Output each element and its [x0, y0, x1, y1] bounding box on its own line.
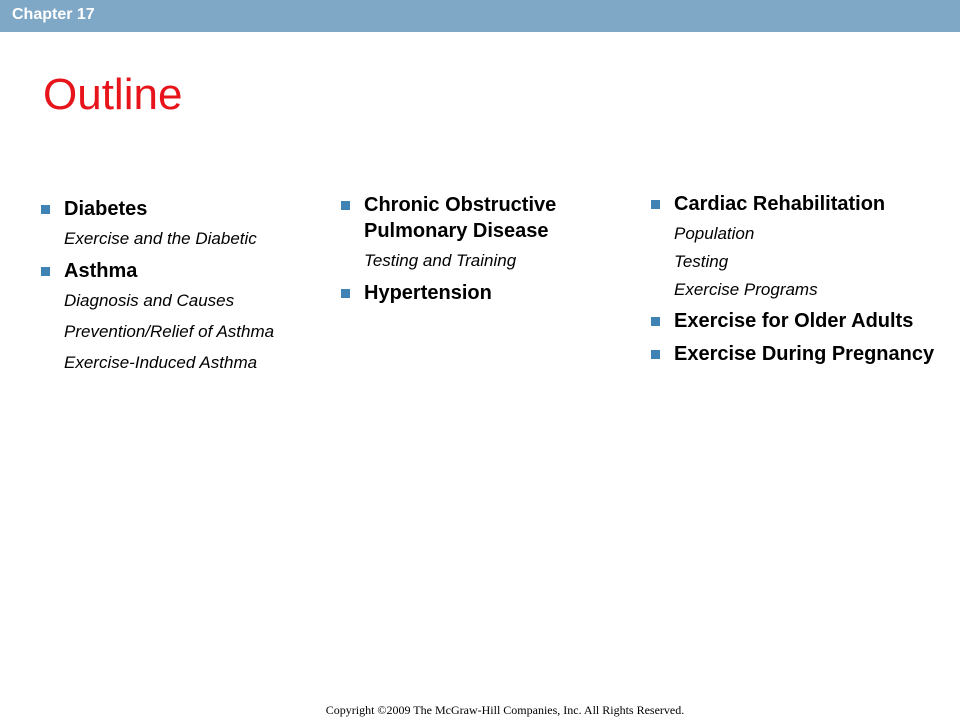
outline-heading: Asthma — [64, 260, 138, 282]
outline-item-copd — [340, 192, 640, 244]
outline-subitem: Population — [674, 224, 755, 243]
outline-column-3 — [650, 191, 950, 367]
outline-column-2 — [340, 192, 640, 306]
outline-subitem: Testing — [674, 252, 729, 271]
outline-item-pregnancy — [650, 341, 950, 367]
outline-heading: Exercise for Older Adults — [674, 310, 914, 332]
header-bar — [0, 0, 960, 32]
outline-heading: Exercise During Pregnancy — [674, 343, 935, 365]
outline-item-asthma — [40, 258, 330, 284]
outline-item-cardiac-rehabilitation — [650, 191, 950, 217]
outline-subitem: Exercise-Induced Asthma — [64, 353, 258, 372]
square-bullet-icon — [41, 205, 50, 214]
outline-subitem: Testing and Training — [364, 251, 517, 270]
outline-subitem: Prevention/Relief of Asthma — [64, 322, 275, 341]
square-bullet-icon — [651, 317, 660, 326]
square-bullet-icon — [651, 350, 660, 359]
square-bullet-icon — [651, 200, 660, 209]
outline-subitem: Exercise Programs — [674, 280, 818, 299]
square-bullet-icon — [341, 201, 350, 210]
outline-heading: Chronic Obstructive Pulmonary Disease — [364, 194, 557, 242]
slide-title: Outline — [43, 70, 183, 119]
outline-heading: Hypertension — [364, 282, 492, 304]
outline-item-older-adults — [650, 308, 950, 334]
square-bullet-icon — [41, 267, 50, 276]
outline-subitem: Exercise and the Diabetic — [64, 229, 257, 248]
outline-heading: Diabetes — [64, 198, 148, 220]
copyright-text: Copyright ©2009 The McGraw-Hill Companies, Inc. All Rights Reserved. — [325, 703, 685, 717]
outline-heading: Cardiac Rehabilitation — [674, 193, 886, 215]
outline-item-diabetes — [40, 196, 330, 222]
chapter-label: Chapter 17 — [12, 6, 95, 23]
outline-subitem: Diagnosis and Causes — [64, 291, 235, 310]
copyright-footer — [0, 703, 960, 718]
outline-column-1 — [40, 196, 330, 374]
square-bullet-icon — [341, 289, 350, 298]
outline-item-hypertension — [340, 280, 640, 306]
